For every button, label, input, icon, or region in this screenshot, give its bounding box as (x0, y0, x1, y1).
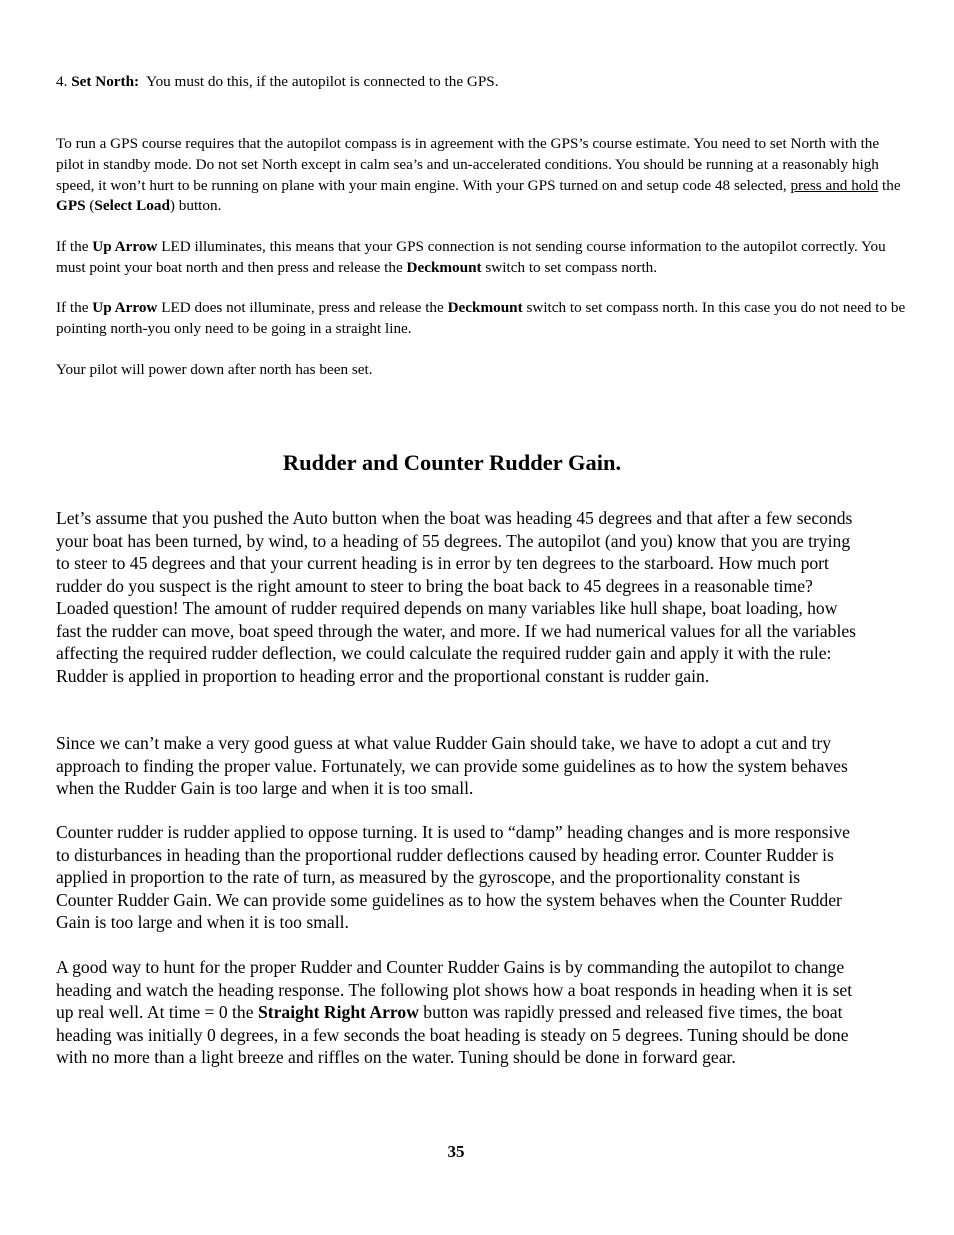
led-on-paragraph (56, 237, 906, 279)
led-off-paragraph (56, 298, 906, 340)
set-north-text: You must do this, if the autopilot is connected to the GPS. (146, 73, 499, 90)
page-number: 35 (447, 1142, 465, 1161)
up-arrow-label: Up Arrow (92, 238, 158, 255)
set-north-item (56, 72, 906, 93)
section-heading: Rudder and Counter Rudder Gain. (282, 450, 622, 475)
deckmount-label: Deckmount (447, 299, 523, 316)
set-north-title: Set North: (71, 73, 140, 90)
gps-button-name: GPS (56, 197, 86, 215)
led-off-text-3: switch to set compass north. In this case you do not need to be pointing north-you only need to be going in a straight line. (56, 299, 906, 337)
item-number: 4. (56, 73, 68, 90)
tuning-text-1: A good way to hunt for the proper Rudder and Counter Rudder Gains is by commanding the autopilot to change heading and watch the heading response. The following plot shows how a boat responds in heading when it is set up real well. At time = 0 the (56, 957, 853, 1022)
led-on-text-3: switch to set compass north. (481, 258, 658, 276)
deckmount-label: Deckmount (406, 258, 482, 276)
select-load-button-name: Select Load (94, 197, 170, 215)
gps-text-4: ) button. (169, 197, 222, 215)
led-on-text-1: If the (56, 238, 93, 255)
cut-and-try-paragraph: Since we can’t make a very good guess at what value Rudder Gain should take, we have to adopt a cut and try approach to finding the proper value. Fortunately, we can provide some guidelines as to how the system behaves when the Rudder Gain is too large and when it is too small. (56, 733, 848, 798)
led-off-text-2: LED does not illuminate, press and release the (157, 299, 448, 316)
gps-text-2: the (878, 176, 901, 194)
tuning-text-2: button was rapidly pressed and released five times, the boat heading was initially 0 degrees, in a few seconds the boat heading is steady on 5 degrees. Tuning should be done with no more than a light breeze and riffles on the water. Tuning should be done in forward gear. (56, 1002, 849, 1067)
counter-rudder-paragraph: Counter rudder is rudder applied to oppose turning. It is used to “damp” heading changes and is more responsive to disturbances in heading than the proportional rudder deflections caused by heading error. Counter Rudder is applied in proportion to the rate of turn, as measured by the gyroscope, and the proportionality constant is Counter Rudder Gain. We can provide some guidelines as to how the system behaves when the Counter Rudder Gain is too large and when it is too small. (56, 822, 850, 932)
led-off-text-1: If the (56, 299, 93, 316)
gps-course-paragraph (56, 134, 906, 217)
led-on-text-2: LED illuminates, this means that your GPS connection is not sending course information to the autopilot correctly. You must point your boat north and then press and release the (56, 238, 886, 276)
straight-right-arrow-label: Straight Right Arrow (257, 1002, 419, 1022)
press-and-hold-emphasis: press and hold (790, 176, 879, 194)
power-down-paragraph: Your pilot will power down after north has been set. (56, 361, 373, 378)
assume-paragraph: Let’s assume that you pushed the Auto button when the boat was heading 45 degrees and that after a few seconds your boat has been turned, by wind, to a heading of 55 degrees. The autopilot (and you) know that you are trying to steer to 45 degrees and that your current heading is in error by ten degrees to the starboard. How much port rudder do you suspect is the right amount to steer to bring the boat back to 45 degrees in a reasonable time? Loaded question! The amount of rudder required depends on many variables like hull shape, boat loading, how fast the rudder can move, boat speed through the water, and more. If we had numerical values for all the variables affecting the required rudder deflection, we could calculate the required rudder gain and apply it with the rule: Rudder is applied in proportion to heading error and the proportional constant is rudder gain. (56, 508, 856, 686)
gps-text-3: ( (85, 197, 95, 215)
up-arrow-label: Up Arrow (92, 299, 158, 316)
gps-text-1: To run a GPS course requires that the autopilot compass is in agreement with the GPS’s course estimate. You need to set North with the pilot in standby mode. Do not set North except in calm sea’s and un-accelerated conditions. You should be running at a reasonably high speed, it won’t hurt to be running on plane with your main engine. With your GPS turned on and setup code 48 selected, (56, 135, 880, 194)
tuning-paragraph (56, 956, 856, 1069)
